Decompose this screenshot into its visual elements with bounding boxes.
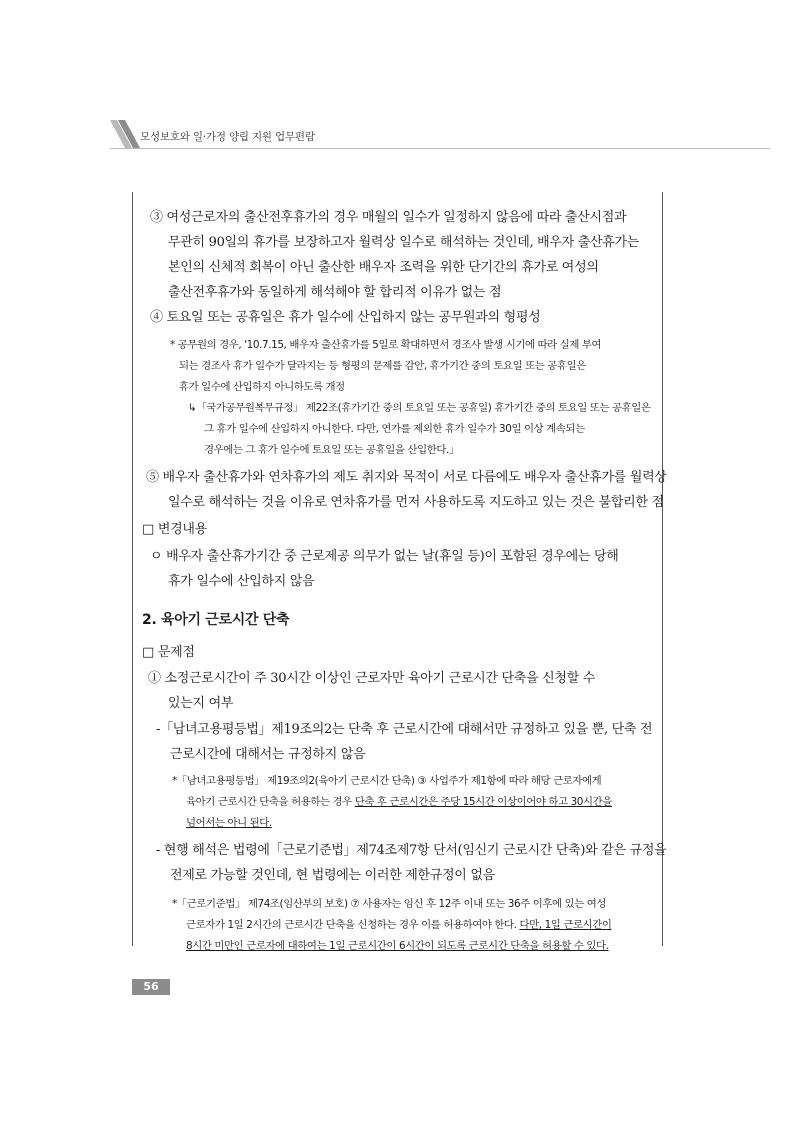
note-3-line-1: *「남녀고용평등법」 제19조의2(육아기 근로시간 단축) ③ 사업주가 제1항에 따라 해당 근로자에게 xyxy=(172,775,602,787)
dash-1-line-2: 근로시간에 대해서는 규정하지 않음 xyxy=(170,747,366,762)
section-changes: □ 변경내용 xyxy=(142,522,207,537)
header-title: 모성보호와 일·가정 양립 지원 업무편람 xyxy=(140,131,315,143)
change-bullet-line-1: ㅇ 배우자 출산휴가기간 중 근로제공 의무가 없는 날(휴일 등)이 포함된 경우에는 당해 xyxy=(150,549,619,564)
item-5-line-1: ⑤ 배우자 출산휴가와 연차휴가의 제도 취지와 목적이 서로 다름에도 배우자 출산휴가를 월력상 xyxy=(146,470,667,485)
page-number: 56 xyxy=(132,979,170,995)
dash-1-line-1: -「남녀고용평등법」제19조의2는 단축 후 근로시간에 대해서만 규정하고 있을 뿐, 단축 전 xyxy=(156,722,653,737)
note-2-line-1: ↳「국가공무원복무규정」 제22조(휴가기간 중의 토요일 또는 공휴일) 휴가기간 중의 토요일 또는 공휴일은 xyxy=(188,402,651,414)
note-1-line-3: 휴가 일수에 산입하지 아니하도록 개정 xyxy=(179,381,345,393)
dash-2-line-1: - 현행 해석은 법령에「근로기준법」제74조제7항 단서(임신기 근로시간 단축)와 같은 규정을 xyxy=(156,843,667,858)
note-4-underline-a: 다만, 1일 근로시간이 xyxy=(519,919,612,931)
note-4-line-3: 8시간 미만인 근로자에 대하여는 1일 근로시간이 6시간이 되도록 근로시간 단축을 허용할 수 있다. xyxy=(186,940,609,952)
note-3-line-3: 넘어서는 아니 된다. xyxy=(186,817,272,829)
note-4-line-2: 근로자가 1일 2시간의 근로시간 단축을 신청하는 경우 이를 허용하여야 한다. 다만, 1일 근로시간이 xyxy=(186,919,612,931)
note-4-line-1: *「근로기준법」 제74조(임산부의 보호) ⑦ 사용자는 임신 후 12주 이내 또는 36주 이후에 있는 여성 xyxy=(172,898,607,910)
note-3-underline-a: 단축 후 근로시간은 주당 15시간 이상이어야 하고 30시간을 xyxy=(354,796,612,808)
note-3-line-2: 육아기 근로시간 단축을 허용하는 경우 단축 후 근로시간은 주당 15시간 이상이어야 하고 30시간을 xyxy=(186,796,612,808)
item-3-line-4: 출산전후휴가와 동일하게 해석해야 할 합리적 이유가 없는 점 xyxy=(168,285,502,300)
section-problems: □ 문제점 xyxy=(142,645,195,660)
problem-1-line-1: ① 소정근로시간이 주 30시간 이상인 근로자만 육아기 근로시간 단축을 신청할 수 xyxy=(148,671,595,686)
item-4-line-1: ④ 토요일 또는 공휴일은 휴가 일수에 산입하지 않는 공무원과의 형평성 xyxy=(150,310,541,325)
header-divider xyxy=(110,148,770,149)
item-5-line-2: 일수로 해석하는 것을 이유로 연차휴가를 먼저 사용하도록 지도하고 있는 것은 불합리한 점 xyxy=(168,495,664,510)
item-3-line-1: ③ 여성근로자의 출산전후휴가의 경우 매월의 일수가 일정하지 않음에 따라 출산시점과 xyxy=(150,210,627,225)
note-1-line-1: * 공무원의 경우, '10.7.15, 배우자 출산휴가를 5일로 확대하면서 경조사 발생 시기에 따라 실제 부여 xyxy=(170,339,602,351)
dash-2-line-2: 전제로 가능할 것인데, 현 법령에는 이러한 제한규정이 없음 xyxy=(170,868,495,883)
note-2-line-3: 경우에는 그 휴가 일수에 토요일 또는 공휴일을 산입한다.」 xyxy=(204,444,459,456)
item-3-line-2: 무관히 90일의 휴가를 보장하고자 월력상 일수로 해석하는 것인데, 배우자 출산휴가는 xyxy=(168,235,640,250)
change-bullet-line-2: 휴가 일수에 산입하지 않음 xyxy=(168,574,315,589)
section-heading-2: 2. 육아기 근로시간 단축 xyxy=(142,612,290,628)
note-2-line-2: 그 휴가 일수에 산입하지 아니한다. 다만, 연가를 제외한 휴가 일수가 30일 이상 계속되는 xyxy=(204,423,585,435)
problem-1-line-2: 있는지 여부 xyxy=(168,696,234,711)
item-3-line-3: 본인의 신체적 회복이 아닌 출산한 배우자 조력을 위한 단기간의 휴가로 여성의 xyxy=(168,260,599,275)
note-1-line-2: 되는 경조사 휴가 일수가 달라지는 등 형평의 문제를 감안, 휴가기간 중의 토요일 또는 공휴일은 xyxy=(179,360,586,372)
page-header xyxy=(110,120,770,152)
